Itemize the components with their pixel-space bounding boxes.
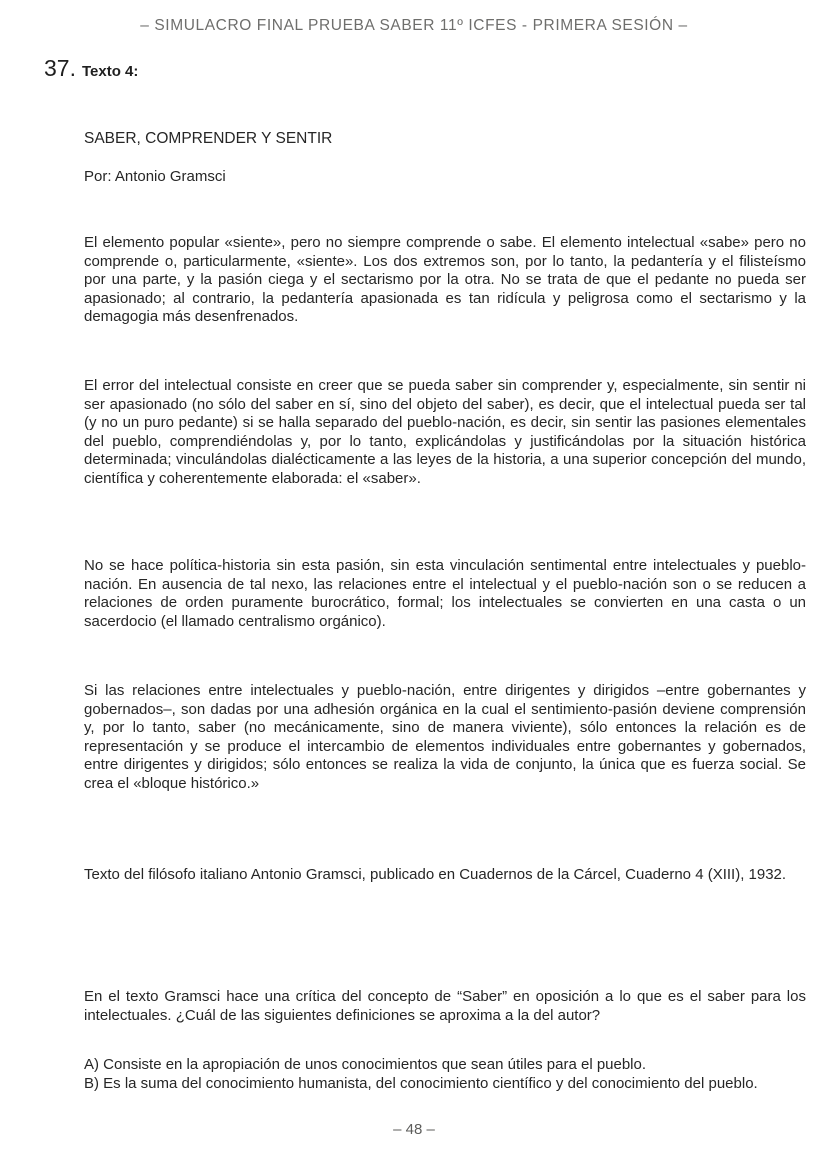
reading-text-byline: Por: Antonio Gramsci [84,168,226,185]
page-header-title: – SIMULACRO FINAL PRUEBA SABER 11º ICFES - PRIMERA SESIÓN – [140,17,688,34]
question-prompt: En el texto Gramsci hace una crítica del concepto de “Saber” en oposición a lo que es el saber para los intelectuales. ¿Cuál de las siguientes definiciones se aproxima a la del autor? [84,988,806,1024]
question-number: 37. [44,55,76,81]
reading-paragraph: El elemento popular «siente», pero no siempre comprende o sabe. El elemento intelectual «sabe» pero no comprende o, particularmente, «siente». Los dos extremos son, por lo tanto, la pedantería y el filisteísmo por una parte, y la pasión ciega y el sectarismo por la otra. No se trata de que el pedante no pueda ser apasionado; al contrario, la pedantería apasionada es tan ridícula y peligrosa como el sectarismo y la demagogia más desenfrenados. [84,234,806,325]
option-letter: A) [84,1056,99,1073]
answer-options [84,1056,806,1109]
reading-paragraph: Si las relaciones entre intelectuales y pueblo-nación, entre dirigentes y dirigidos –entre gobernantes y gobernados–, son dadas por una adhesión orgánica en la cual el sentimiento-pasión deviene comprensión y, por lo tanto, saber (no mecánicamente, sino de manera viviente), sólo entonces la relación es de representación y se produce el intercambio de elementos individuales entre gobernantes y gobernados, entre dirigentes y dirigidos; sólo entonces se realiza la vida de conjunto, la única que es fuerza social. Se crea el «bloque histórico.» [84,682,806,792]
answer-option-a [84,1056,806,1075]
question-heading [44,55,138,82]
answer-option-b [84,1075,806,1094]
question-text-label: Texto 4: [81,63,139,80]
source-citation: Texto del filósofo italiano Antonio Gramsci, publicado en Cuadernos de la Cárcel, Cuaderno 4 (XIII), 1932. [84,866,787,883]
option-letter: B) [84,1074,99,1092]
option-text: Consiste en la apropiación de unos conocimientos que sean útiles para el pueblo. [103,1056,647,1073]
reading-paragraph: No se hace política-historia sin esta pasión, sin esta vinculación sentimental entre intelectuales y pueblo-nación. En ausencia de tal nexo, las relaciones entre el intelectual y el pueblo-nación son o se reducen a relaciones de orden puramente burocrático, formal; los intelectuales se convierten en una casta o un sacerdocio (el llamado centralismo orgánico). [84,557,806,630]
reading-paragraph: El error del intelectual consiste en creer que se pueda saber sin comprender y, especialmente, sin sentir ni ser apasionado (no sólo del saber en sí, sino del objeto del saber), es decir, que el intelectual pueda ser tal (y no un puro pedante) si se halla separado del pueblo-nación, es decir, sin sentir las pasiones elementales del pueblo, comprendiéndolas y, por lo tanto, explicándolas y justificándolas por la situación histórica determinada; vinculándolas dialécticamente a las leyes de la historia, a una superior concepción del mundo, científica y coherentemente elaborada: el «saber». [84,377,806,487]
option-text: Es la suma del conocimiento humanista, del conocimiento científico y del conocimiento del pueblo. [103,1074,758,1092]
page-number: – 48 – [393,1121,435,1138]
reading-text-title: SABER, COMPRENDER Y SENTIR [84,130,333,147]
